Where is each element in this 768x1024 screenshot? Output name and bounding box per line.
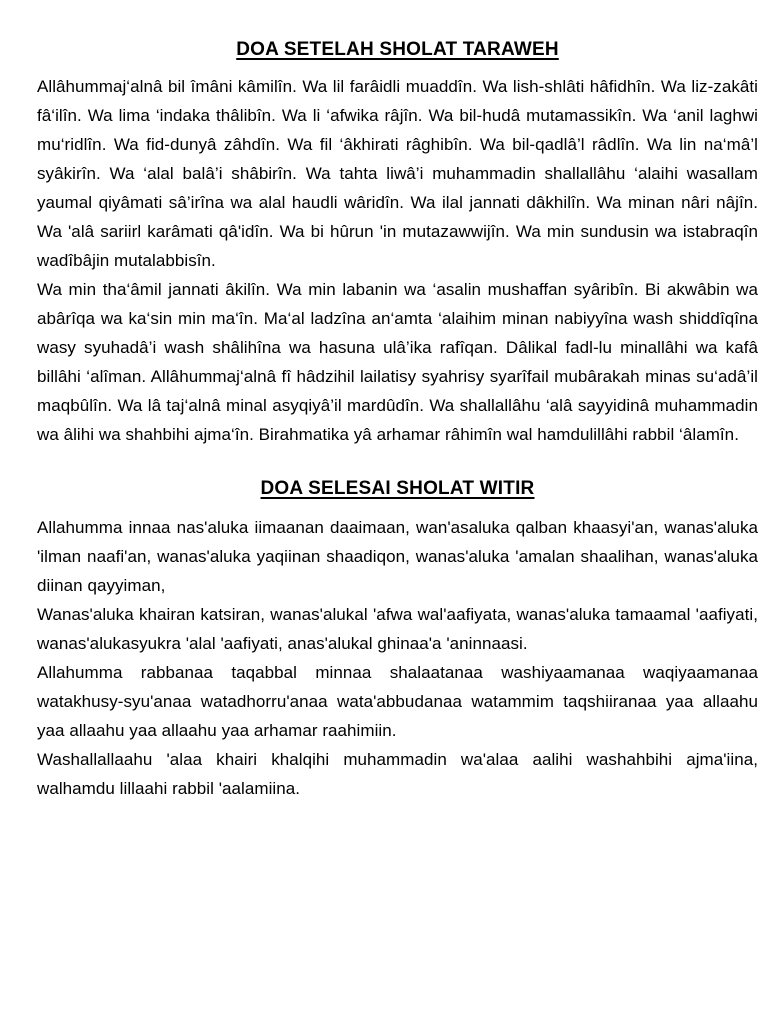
section-title-taraweh: DOA SETELAH SHOLAT TARAWEH (236, 39, 559, 60)
paragraph: Allahumma innaa nas'aluka iimaanan daaimaan, wan'asaluka qalban khaasyi'an, wanas'aluka 'ilman naafi'an, wanas'aluka yaqiinan shaadiqon, wanas'aluka 'amalan shaalihan, wanas'aluka diinan qayyiman, (37, 518, 758, 595)
paragraph: Washallallaahu 'alaa khairi khalqihi muhammadin wa'alaa aalihi washahbihi ajma'iina, walhamdu lillaahi rabbil 'aalamiina. (37, 750, 758, 798)
paragraph: Wanas'aluka khairan katsiran, wanas'alukal 'afwa wal'aafiyata, wanas'aluka tamaamal 'aafiyati, wanas'alukasyukra 'alal 'aafiyati, anas'alukal ghinaa'a 'aninnaasi. (37, 605, 758, 653)
paragraph: Allâhummaj‘alnâ bil îmâni kâmilîn. Wa lil farâidli muaddîn. Wa lish-shlâti hâfidhîn. Wa liz-zakâti fâ‘ilîn. Wa lima ‘indaka thâlibîn. Wa li ‘afwika râjîn. Wa bil-hudâ mutamassikîn. Wa ‘anil laghwi mu‘ridlîn. Wa fid-dunyâ zâhdîn. Wa fil ‘âkhirati râghibîn. Wa bil-qadlâ’l râdlîn. Wa lin na‘mâ’l syâkirîn. Wa ‘alal balâ’i shâbirîn. Wa tahta liwâ’i muhammadin shallallâhu ‘alaihi wasallam yaumal qiyâmati sâ’irîna wa alal haudli wâridîn. Wa ilal jannati dâkhilîn. Wa minan nâri nâjîn. Wa 'alâ sariirl karâmati qâ'idîn. Wa bi hûrun 'in mutazawwijîn. Wa min sundusin wa istabraqîn wadîbâjin mutalabbisîn. (37, 77, 758, 270)
taraweh-prayer-section (37, 36, 758, 449)
paragraph: Allahumma rabbanaa taqabbal minnaa shalaatanaa washiyaamanaa waqiyaamanaa watakhusy-syu'anaa watadhorru'anaa wata'abbudanaa watammim taqshiiranaa yaa allaahu yaa allaahu yaa allaahu yaa arhamar raahimiin. (37, 663, 758, 740)
section-title-witir: DOA SELESAI SHOLAT WITIR (260, 478, 535, 499)
witir-prayer-section (37, 475, 758, 803)
paragraph: Wa min tha‘âmil jannati âkilîn. Wa min labanin wa ‘asalin mushaffan syâribîn. Bi akwâbin wa abârîqa wa ka‘sin min ma‘în. Ma‘al ladzîna an‘amta ‘alaihim minan nabiyyîna wash shiddîqîna wasy syuhadâ’i wash shâlihîna wa hasuna ulâ’ika rafîqan. Dâlikal fadl-lu minallâhi wa kafâ billâhi ‘alîman. Allâhummaj‘alnâ fî hâdzihil lailatisy syahrisy syarîfail mubârakah minas su‘adâ’il maqbûlîn. Wa lâ taj‘alnâ minal asyqiyâ’il mardûdîn. Wa shallallâhu ‘alâ sayyidinâ muhammadin wa âlihi wa shahbihi ajma‘în. Birahmatika yâ arhamar râhimîn wal hamdulillâhi rabbil ‘âlamîn. (37, 280, 758, 444)
document-page (37, 36, 758, 803)
